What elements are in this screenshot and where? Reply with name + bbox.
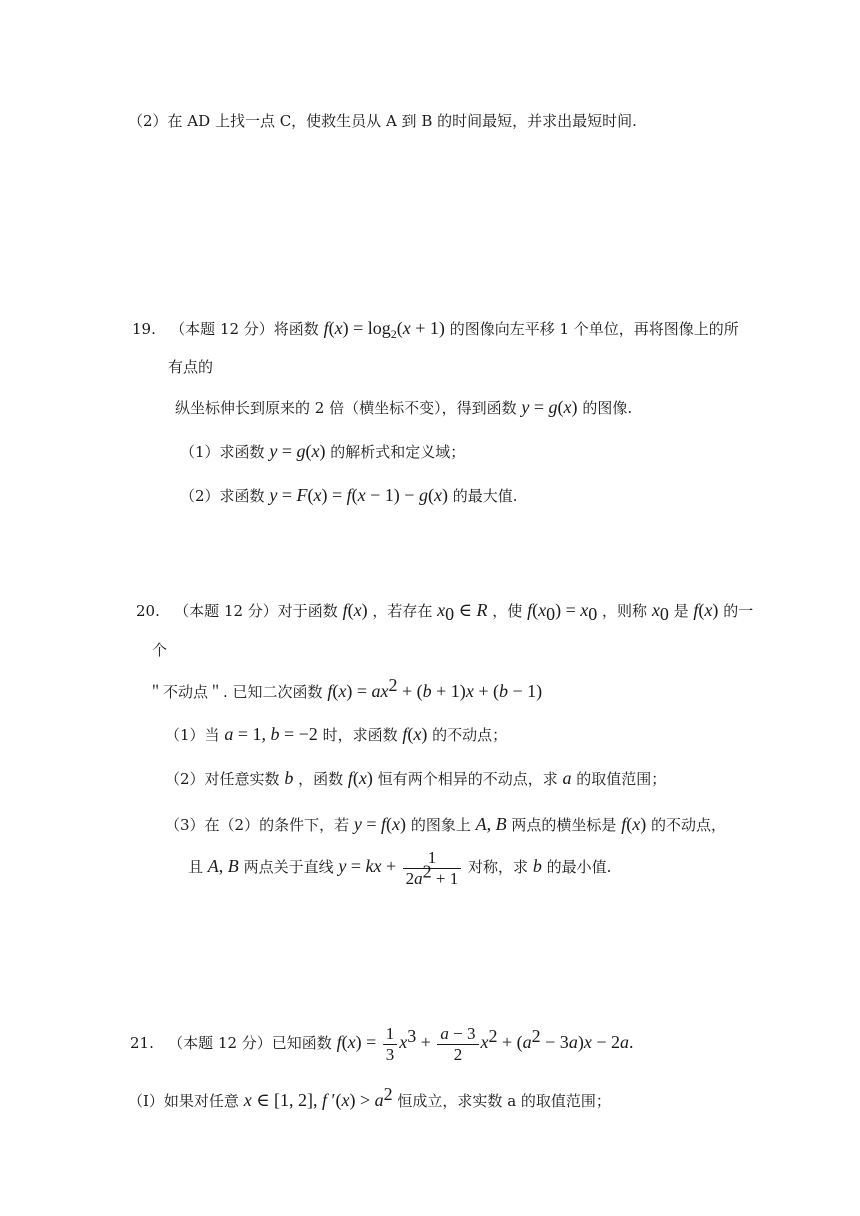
question-number: 21. <box>130 1034 154 1053</box>
q19-wrap: 有点的 <box>168 358 214 376</box>
q20-part3-cont: 且 A, B 两点关于直线 y = kx + $\frac{1}{2a^2 + 1}$ 对称，求 b 的最小值. <box>188 848 612 888</box>
q20-part1: （1）当 a = 1, b = −2 时，求函数 f(x) 的不动点； <box>165 724 508 744</box>
q21-header: 21. （本题 12 分）已知函数 f(x) = $\frac{1}{3}$ $x^3$ + $\frac{a - 3}{2}$ $x^2 + (a^2 - 3a)x - 2a$. <box>130 1024 634 1064</box>
q20-wrap: 个 <box>152 641 168 659</box>
question-number: 20. <box>136 602 160 620</box>
q20-part3: （3）在（2）的条件下，若 y = f(x) 的图象上 A, B 两点的横坐标是 f(x) 的不动点， <box>165 814 727 834</box>
q19-part2: （2）求函数 y = F(x) = f(x − 1) − g(x) 的最大值. <box>180 485 518 505</box>
q19-part1: （1）求函数 y = g(x) 的解析式和定义域； <box>180 441 466 461</box>
formula: f <box>323 318 329 338</box>
fraction: $\frac{1}{2a^2 + 1}$ <box>403 848 462 888</box>
question-number: 19. <box>132 320 156 338</box>
q21-part1: （I）如果对任意 x ∈ [1, 2], f $'(x) > a^2$ 恒成立，求实数 a 的取值范围； <box>128 1084 611 1110</box>
q20-header: 20. （本题 12 分）对于函数 f(x) ，若存在 $x_0$ ∈ R ，使 $f(x_0) = x_0$ ，则称 $x_0$ 是 f(x) 的一 <box>136 600 754 624</box>
q20-definition: ＂不动点＂. 已知二次函数 $f(x) = ax^2 + (b + 1)x + (b - 1)$ <box>148 675 543 701</box>
q19-line2: 纵坐标伸长到原来的 2 倍（横坐标不变），得到函数 y = g(x) 的图像. <box>175 397 633 417</box>
q20-part2: （2）对任意实数 b ，函数 f(x) 恒有两个相异的不动点，求 a 的取值范围； <box>165 768 667 788</box>
q19-header: 19. （本题 12 分）将函数 $f(x) = \log_2(x + 1)$ 的图像向左平移 1 个单位，再将图像上的所 <box>132 318 739 341</box>
q18-part2: （2）在 AD 上找一点 C，使救生员从 A 到 B 的时间最短，并求出最短时间. <box>128 112 637 130</box>
